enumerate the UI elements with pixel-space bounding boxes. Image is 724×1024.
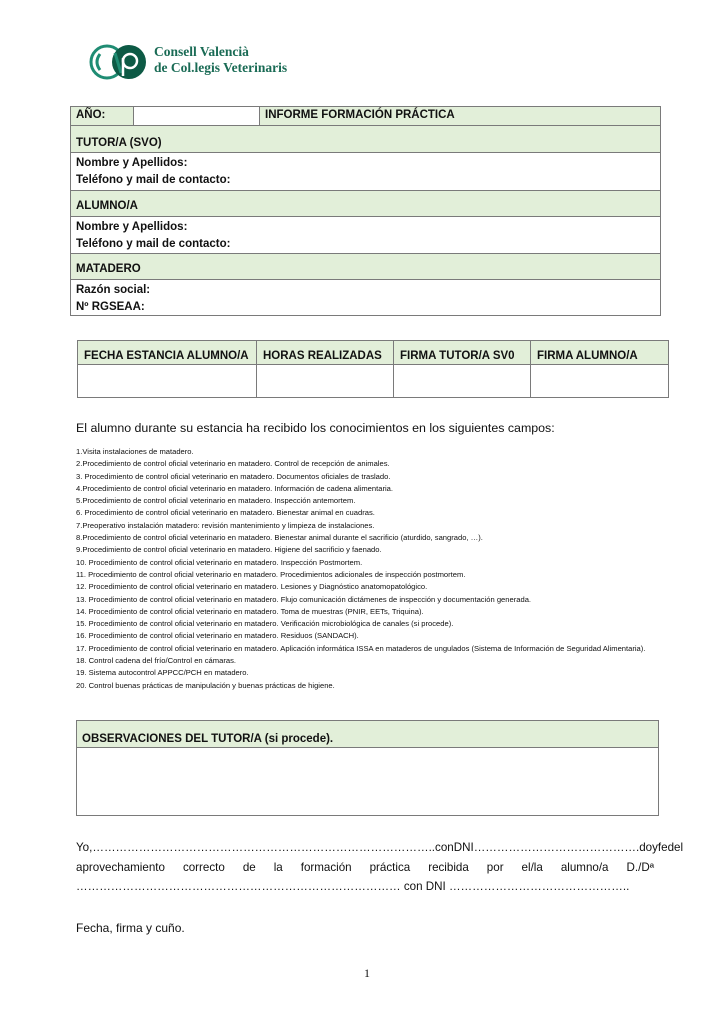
- col-header-student-signature: FIRMA ALUMNO/A: [531, 341, 669, 365]
- decl-word: con: [435, 841, 454, 854]
- list-item: 4.Procedimiento de control oficial veterinario en matadero. Información de cadena alimentaria.: [76, 483, 394, 493]
- tutor-signature-cell[interactable]: [394, 365, 531, 398]
- list-item: 5.Procedimiento de control oficial veterinario en matadero. Inspección antemortem.: [76, 496, 356, 506]
- logo-text: [154, 44, 287, 76]
- declaration-line-2: [76, 858, 654, 878]
- stay-date-cell[interactable]: [78, 365, 257, 398]
- list-item: 15. Procedimiento de control oficial veterinario en matadero. Verificación microbiológica de canales (si procede).: [76, 619, 454, 629]
- declaration: [76, 838, 684, 897]
- declaration-line-1: [76, 838, 684, 858]
- decl-word: DNI: [453, 841, 474, 854]
- list-item: 1.Visita instalaciones de matadero.: [76, 447, 194, 456]
- decl-word: aprovechamiento: [76, 860, 165, 874]
- col-header-hours: HORAS REALIZADAS: [257, 341, 394, 365]
- tutor-section-header: TUTOR/A (SVO): [71, 125, 660, 152]
- list-item: 17. Procedimiento de control oficial veterinario en matadero. Aplicación informática ISSA en mataderos de ungulados (Sistema de Información de Seguridad Alimentaria).: [76, 643, 646, 653]
- col-header-stay-date: FECHA ESTANCIA ALUMNO/A: [78, 341, 257, 365]
- observations-field[interactable]: [77, 748, 658, 815]
- year-field[interactable]: [134, 107, 260, 125]
- tutor-contact-field[interactable]: Teléfono y mail de contacto:: [76, 174, 231, 186]
- list-item: 19. Sistema autocontrol APPCC/PCH en matadero.: [76, 668, 249, 678]
- knowledge-list: [76, 446, 666, 692]
- student-signature-cell[interactable]: [531, 365, 669, 398]
- decl-word: por: [486, 860, 504, 874]
- signature-label: Fecha, firma y cuño.: [76, 921, 185, 935]
- stay-table: [77, 340, 669, 398]
- list-item: 16. Procedimiento de control oficial veterinario en matadero. Residuos (SANDACH).: [76, 631, 359, 641]
- student-section-header: ALUMNO/A: [71, 190, 660, 216]
- decl-word: la: [273, 860, 283, 874]
- company-name-field[interactable]: Razón social:: [76, 284, 151, 296]
- page-number: 1: [364, 966, 370, 980]
- report-title: INFORME FORMACIÓN PRÁCTICA: [265, 109, 455, 121]
- year-label: AÑO:: [71, 107, 134, 125]
- rgseaa-field[interactable]: Nº RGSEAA:: [76, 301, 145, 313]
- logo: [88, 40, 308, 84]
- observations-table: [76, 720, 659, 816]
- list-item: 2.Procedimiento de control oficial veterinario en matadero. Control de recepción de animales.: [76, 459, 390, 469]
- tutor-dni-blank[interactable]: …………………………………….doy: [473, 841, 658, 854]
- list-item: 18. Control cadena del frío/Control en cámaras.: [76, 656, 236, 666]
- list-item: 3. Procedimiento de control oficial veterinario en matadero. Documentos oficiales de traslado.: [76, 471, 391, 481]
- list-item: 14. Procedimiento de control oficial veterinario en matadero. Toma de muestras (PNIR, EETs, Triquina).: [76, 606, 424, 616]
- tutor-name-blank[interactable]: ……………………………………………………………………………..: [92, 841, 436, 854]
- hours-cell[interactable]: [257, 365, 394, 398]
- table-row: [78, 365, 669, 398]
- decl-word: práctica: [369, 860, 411, 874]
- list-item: 11. Procedimiento de control oficial veterinario en matadero. Procedimientos adicionales de inspección postmortem.: [76, 569, 466, 579]
- decl-word: de: [242, 860, 256, 874]
- decl-word: alumno/a: [560, 860, 609, 874]
- decl-word: el/la: [521, 860, 543, 874]
- slaughterhouse-section-body: [71, 279, 660, 315]
- list-item: 13. Procedimiento de control oficial veterinario en matadero. Flujo comunicación dictámenes de inspección y documentación generada.: [76, 594, 532, 604]
- decl-word: Yo,: [76, 841, 93, 854]
- knowledge-intro: El alumno durante su estancia ha recibido los conocimientos en los siguientes campos:: [76, 421, 555, 435]
- student-name-field[interactable]: Nombre y Apellidos:: [76, 221, 188, 233]
- decl-word: fe: [657, 841, 668, 854]
- year-row: [71, 107, 660, 125]
- list-item: 6. Procedimiento de control oficial veterinario en matadero. Bienestar animal en cuadras.: [76, 508, 375, 518]
- decl-word: del: [667, 841, 684, 854]
- tutor-section-body: [71, 152, 660, 190]
- col-header-tutor-signature: FIRMA TUTOR/A SV0: [394, 341, 531, 365]
- list-item: 12. Procedimiento de control oficial veterinario en matadero. Lesiones y Diagnóstico anatomopatológico.: [76, 582, 428, 592]
- info-table: [70, 106, 661, 316]
- logo-text-line2: de Col.legis Veterinaris: [154, 60, 288, 75]
- cvcv-logo-icon: [88, 40, 150, 84]
- observations-header: OBSERVACIONES DEL TUTOR/A (si procede).: [77, 721, 658, 748]
- list-item: 7.Preoperativo instalación matadero: revisión mantenimiento y limpieza de instalaciones.: [76, 520, 375, 530]
- list-item: 10. Procedimiento de control oficial veterinario en matadero. Inspección Postmortem.: [76, 557, 363, 567]
- tutor-name-field[interactable]: Nombre y Apellidos:: [76, 157, 188, 169]
- slaughterhouse-section-header: MATADERO: [71, 253, 660, 279]
- logo-text-line1: Consell Valencià: [154, 44, 249, 59]
- decl-word: correcto: [182, 860, 225, 874]
- stay-table-header: [78, 341, 669, 365]
- declaration-line-3[interactable]: ………………………………………………………………………… con DNI ………………………………………..: [76, 880, 630, 893]
- student-contact-field[interactable]: Teléfono y mail de contacto:: [76, 238, 231, 250]
- decl-word: recibida: [428, 860, 469, 874]
- student-section-body: [71, 216, 660, 253]
- decl-word: formación: [300, 860, 352, 874]
- list-item: 9.Procedimiento de control oficial veterinario en matadero. Higiene del sacrificio y faenado.: [76, 545, 382, 555]
- list-item: 20. Control buenas prácticas de manipulación y buenas prácticas de higiene.: [76, 680, 335, 690]
- decl-word: D./Dª: [626, 860, 654, 874]
- list-item: 8.Procedimiento de control oficial veterinario en matadero. Bienestar animal durante el sacrificio (aturdido, sangrado, …).: [76, 533, 483, 543]
